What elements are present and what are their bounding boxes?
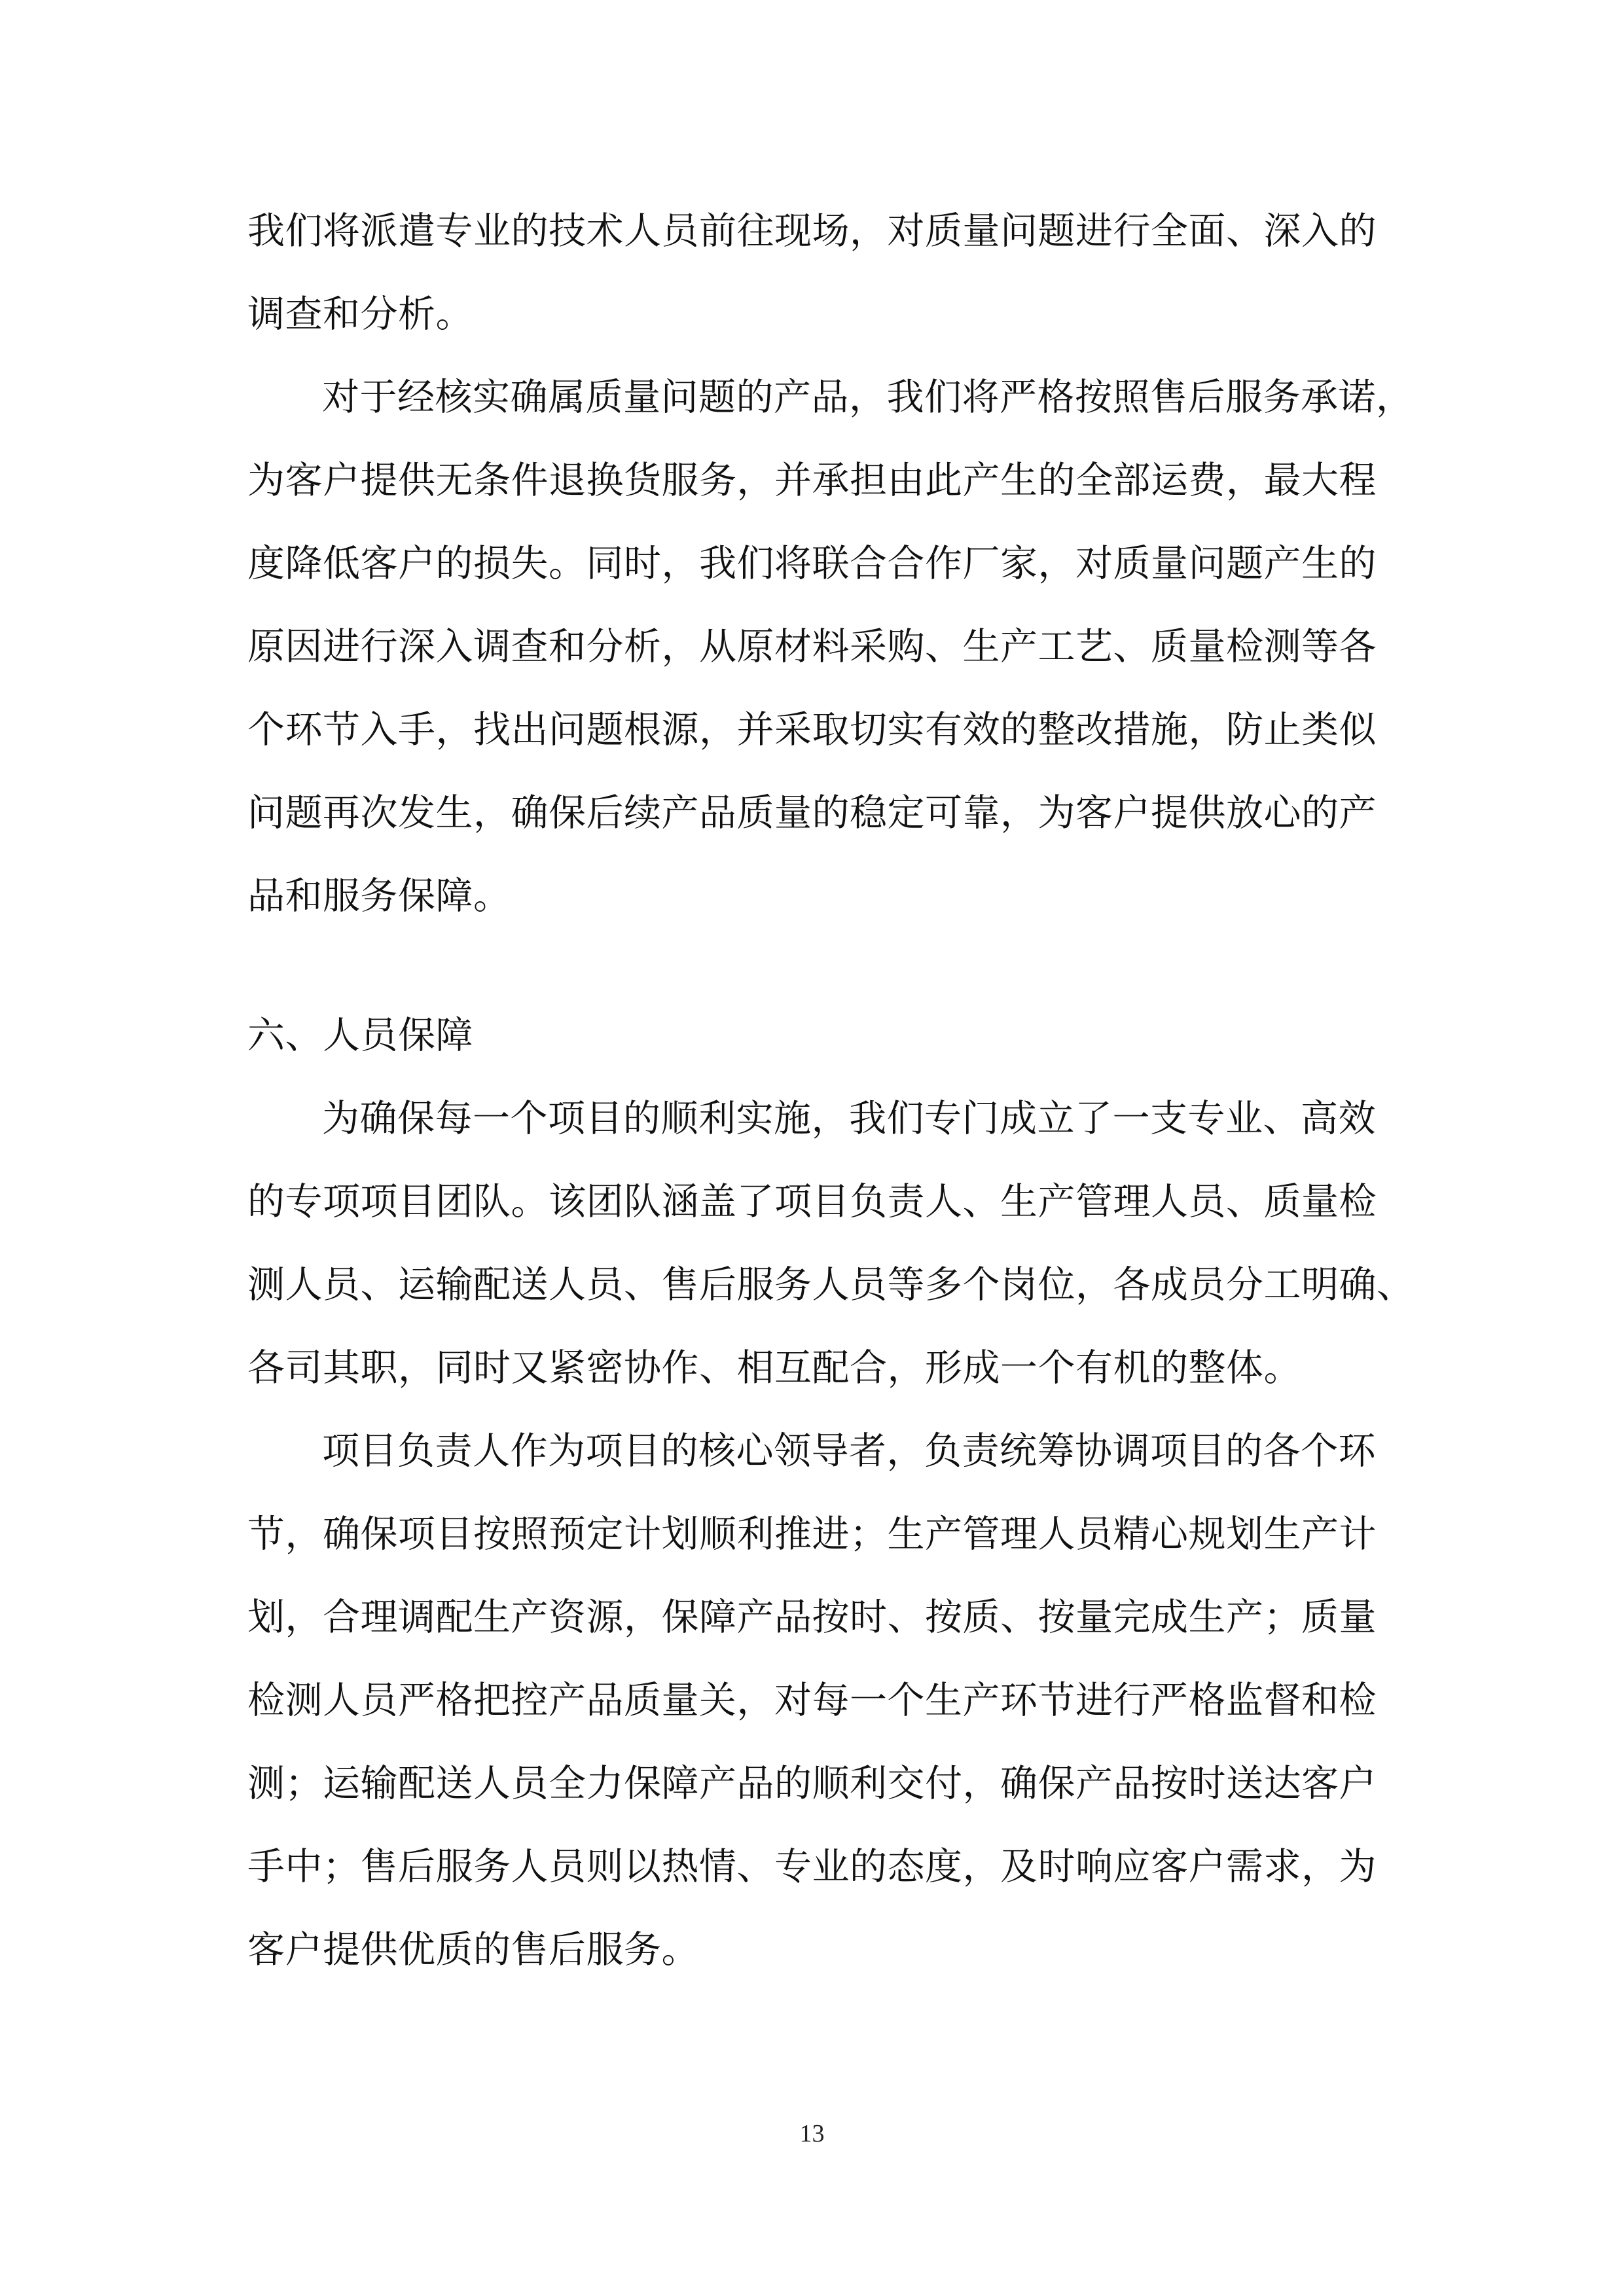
text-line: 为确保每一个项目的顺利实施，我们专门成立了一支专业、高效	[322, 1097, 1376, 1140]
text-line: 测人员、运输配送人员、售后服务人员等多个岗位，各成员分工明确、	[247, 1263, 1415, 1306]
text-line: 检测人员严格把控产品质量关，对每一个生产环节进行严格监督和检	[247, 1679, 1377, 1722]
text-line: 节，确保项目按照预定计划顺利推进；生产管理人员精心规划生产计	[247, 1513, 1377, 1556]
text-line: 对于经核实确属质量问题的产品，我们将严格按照售后服务承诺，	[322, 376, 1414, 419]
text-line: 我们将派遣专业的技术人员前往现场，对质量问题进行全面、深入的	[247, 209, 1377, 253]
paragraph-3	[247, 1077, 1415, 1410]
paragraph-4	[247, 1410, 1393, 1992]
text-line: 为客户提供无条件退换货服务，并承担由此产生的全部运费，最大程	[247, 459, 1377, 502]
text-line: 调查和分析。	[247, 293, 473, 336]
text-line: 项目负责人作为项目的核心领导者，负责统筹协调项目的各个环	[322, 1429, 1376, 1473]
text-line: 的专项项目团队。该团队涵盖了项目负责人、生产管理人员、质量检	[247, 1180, 1377, 1223]
document-page	[247, 190, 1415, 1992]
text-line: 原因进行深入调查和分析，从原材料采购、生产工艺、质量检测等各	[247, 625, 1377, 668]
text-line: 测；运输配送人员全力保障产品的顺利交付，确保产品按时送达客户	[247, 1762, 1377, 1805]
text-line: 问题再次发生，确保后续产品质量的稳定可靠，为客户提供放心的产	[247, 791, 1377, 834]
paragraph-1	[247, 190, 1393, 356]
text-line: 客户提供优质的售后服务。	[247, 1928, 699, 1971]
page-number: 13	[799, 2120, 825, 2147]
text-line: 个环节入手，找出问题根源，并采取切实有效的整改措施，防止类似	[247, 708, 1377, 751]
text-line: 划，合理调配生产资源，保障产品按时、按质、按量完成生产；质量	[247, 1596, 1377, 1639]
section-spacer	[247, 938, 1393, 994]
text-line: 度降低客户的损失。同时，我们将联合合作厂家，对质量问题产生的	[247, 542, 1377, 585]
paragraph-2	[247, 356, 1414, 938]
text-line: 品和服务保障。	[247, 874, 511, 918]
text-line: 手中；售后服务人员则以热情、专业的态度，及时响应客户需求，为	[247, 1845, 1377, 1888]
section-heading: 六、人员保障	[247, 1014, 473, 1057]
text-line: 各司其职，同时又紧密协作、相互配合，形成一个有机的整体。	[247, 1346, 1301, 1390]
